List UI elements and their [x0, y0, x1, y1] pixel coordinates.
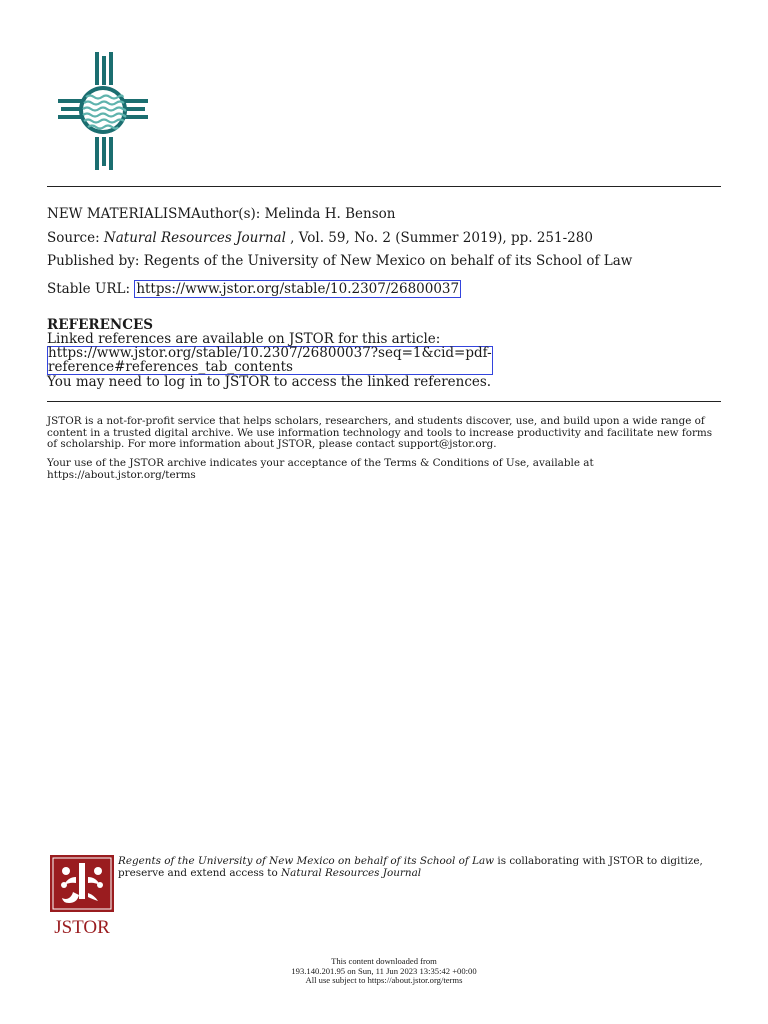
- stable-url-link[interactable]: https://www.jstor.org/stable/10.2307/26800037: [136, 281, 460, 297]
- collaboration-journal: Natural Resources Journal: [281, 867, 422, 879]
- jstor-logo-icon: [50, 855, 114, 935]
- publisher-line: [47, 252, 632, 270]
- source-details: , Vol. 59, No. 2 (Summer 2019), pp. 251-280: [285, 230, 593, 246]
- article-title-line: [47, 205, 395, 223]
- source-label: Source:: [47, 230, 104, 246]
- collaboration-publisher: Regents of the University of New Mexico on behalf of its School of Law: [118, 855, 495, 867]
- references-intro: Linked references are available on JSTOR for this article:: [47, 331, 441, 347]
- references-heading: REFERENCES: [47, 317, 154, 333]
- jstor-logo-text: JSTOR: [54, 917, 110, 935]
- footer-line3: All use subject to https://about.jstor.org/terms: [305, 975, 463, 986]
- download-footer: [0, 957, 768, 986]
- article-title: NEW MATERIALISM: [47, 206, 192, 222]
- references-url-box: [47, 346, 493, 375]
- stable-url-box: [134, 280, 461, 298]
- publisher: Regents of the University of New Mexico on behalf of its School of Law: [143, 253, 633, 269]
- zia-sun-logo-icon: [58, 52, 148, 170]
- source-line: [47, 229, 593, 247]
- terms-notice: Your use of the JSTOR archive indicates your acceptance of the Terms & Conditions of Use, available at https://about.jstor.org/terms: [47, 457, 594, 481]
- references-login-note: You may need to log in to JSTOR to access the linked references.: [47, 374, 492, 390]
- journal-name: Natural Resources Journal: [103, 230, 286, 246]
- references-url-line2[interactable]: reference#references_tab_contents: [48, 358, 293, 375]
- footer-line1: This content downloaded from: [331, 956, 437, 966]
- references-url-line1[interactable]: https://www.jstor.org/stable/10.2307/26800037?seq=1&cid=pdf-: [48, 345, 492, 361]
- published-label: Published by:: [47, 253, 144, 269]
- bottom-divider: [47, 401, 721, 402]
- top-divider: [47, 186, 721, 187]
- footer-line2: 193.140.201.95 on Sun, 11 Jun 2023 13:35:42 +00:00: [291, 965, 477, 976]
- authors: Melinda H. Benson: [264, 206, 396, 222]
- stable-url-label: Stable URL:: [47, 281, 135, 297]
- jstor-notice: JSTOR is a not-for-profit service that helps scholars, researchers, and students discover, use, and build upon a wide range of content in a trusted digital archive. We use information technology and tools to increase productivity and facilitate new forms of scholarship. For more information about JSTOR, please contact support@jstor.org.: [47, 415, 713, 450]
- collaboration-text: [118, 855, 718, 879]
- references-section: [47, 318, 721, 389]
- authors-label: Author(s):: [191, 206, 265, 222]
- stable-url-line: [47, 280, 461, 298]
- collaboration-statement: is collaborating with JSTOR to digitize, preserve and extend access to: [118, 855, 703, 879]
